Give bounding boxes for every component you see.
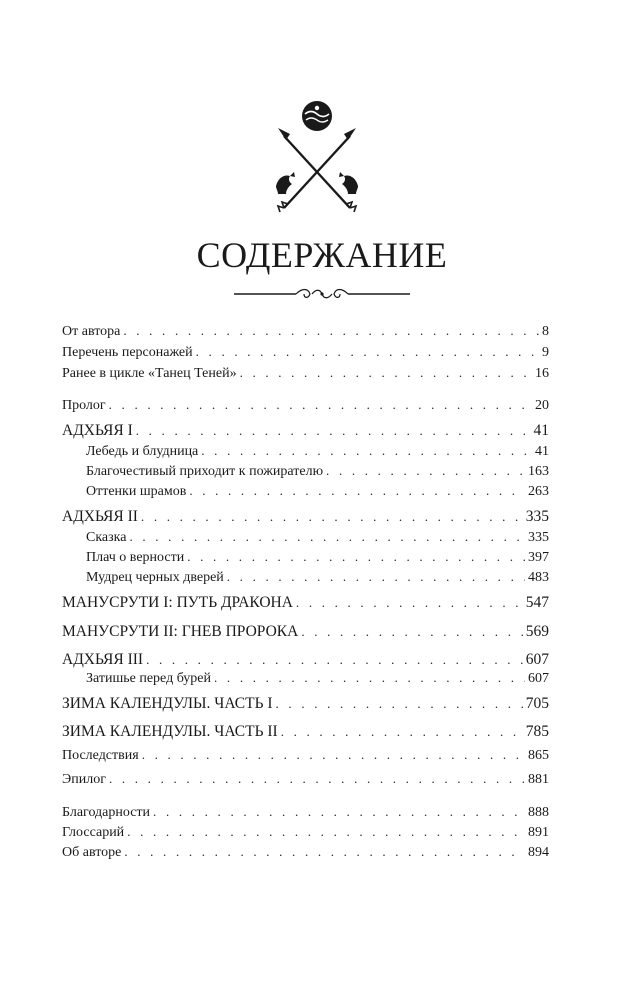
toc-dot-leader (201, 441, 532, 461)
toc-entry-title: ЗИМА КАЛЕНДУЛЫ. ЧАСТЬ II (62, 723, 278, 740)
toc-entry-title: Мудрец черных дверей (86, 570, 224, 585)
toc-entry[interactable] (86, 441, 549, 461)
toc-entry[interactable] (62, 363, 549, 383)
toc-entry[interactable] (62, 342, 549, 362)
toc-entry[interactable] (62, 769, 549, 789)
toc-entry-title: АДХЬЯЯ II (62, 508, 138, 525)
toc-entry-title: АДХЬЯЯ I (62, 422, 133, 439)
toc-entry[interactable] (62, 593, 549, 613)
toc-entry-title: Глоссарий (62, 825, 125, 840)
toc-page-number: 163 (528, 464, 549, 479)
toc-dot-leader (276, 694, 523, 714)
toc-entry-title: Благочестивый приходит к пожирателю (86, 464, 324, 479)
toc-page-number: 483 (528, 570, 549, 585)
toc-dot-leader (301, 622, 522, 642)
griffin-right-icon (339, 172, 358, 194)
toc-page-number: 881 (528, 772, 549, 787)
toc-dot-leader (153, 802, 525, 822)
toc-page-number: 865 (528, 748, 549, 763)
toc-page-number: 8 (542, 324, 549, 339)
toc-entry[interactable] (86, 668, 549, 688)
toc-dot-leader (146, 650, 523, 670)
toc-dot-leader (214, 668, 525, 688)
page-title: СОДЕРЖАНИЕ (196, 235, 448, 275)
toc-page-number: 888 (528, 805, 549, 820)
toc-entry-title: Лебедь и блудница (86, 444, 199, 459)
toc-page-number: 705 (525, 695, 549, 712)
toc-page-number: 894 (528, 845, 549, 860)
toc-entry-title: Плач о верности (86, 550, 185, 565)
toc-dot-leader (127, 822, 525, 842)
toc-entry-title: Последствия (62, 748, 139, 763)
toc-entry-title: МАНУСРУТИ II: ГНЕВ ПРОРОКА (62, 623, 299, 640)
sun-disc-icon (302, 101, 332, 131)
toc-entry[interactable] (62, 745, 549, 765)
toc-entry-title: Благодарности (62, 805, 151, 820)
toc-entry-title: Перечень персонажей (62, 345, 193, 360)
toc-entry[interactable] (86, 481, 549, 501)
toc-dot-leader (189, 481, 525, 501)
crossed-spear-arrow-emblem-icon (262, 98, 372, 220)
toc-entry[interactable] (62, 395, 549, 415)
toc-dot-leader (136, 421, 531, 441)
toc-dot-leader (141, 507, 523, 527)
toc-dot-leader (129, 527, 525, 547)
toc-entry[interactable] (62, 802, 549, 822)
toc-entry[interactable] (62, 321, 549, 341)
griffin-left-icon (276, 172, 295, 194)
toc-page-number: 41 (535, 444, 549, 459)
toc-entry-title: Затишье перед бурей (86, 671, 212, 686)
toc-page-number: 547 (525, 594, 549, 611)
toc-entry[interactable] (62, 722, 549, 742)
toc-entry[interactable] (62, 694, 549, 714)
toc-entry[interactable] (62, 421, 549, 441)
toc-page-number: 335 (525, 508, 549, 525)
toc-entry[interactable] (86, 567, 549, 587)
toc-entry[interactable] (86, 547, 549, 567)
toc-page-number: 263 (528, 484, 549, 499)
toc-entry[interactable] (62, 842, 549, 862)
toc-dot-leader (326, 461, 525, 481)
toc-entry-title: Об авторе (62, 845, 122, 860)
toc-dot-leader (109, 769, 525, 789)
toc-entry-title: ЗИМА КАЛЕНДУЛЫ. ЧАСТЬ I (62, 695, 273, 712)
toc-page-number: 41 (533, 422, 549, 439)
toc-entry-title: Эпилог (62, 772, 106, 787)
toc-page-number: 9 (542, 345, 549, 360)
toc-dot-leader (123, 321, 539, 341)
toc-page-number: 20 (535, 398, 549, 413)
toc-entry-title: Сказка (86, 530, 127, 545)
toc-entry-title: Пролог (62, 398, 106, 413)
toc-entry-title: АДХЬЯЯ III (62, 651, 144, 668)
toc-dot-leader (109, 395, 532, 415)
toc-page-number: 397 (528, 550, 549, 565)
toc-entry[interactable] (62, 622, 549, 642)
toc-dot-leader (187, 547, 525, 567)
toc-dot-leader (281, 722, 523, 742)
toc-page-number: 335 (528, 530, 549, 545)
toc-dot-leader (227, 567, 525, 587)
toc-page-number: 569 (525, 623, 549, 640)
toc-page-number: 607 (525, 651, 549, 668)
toc-entry-title: Оттенки шрамов (86, 484, 187, 499)
toc-page-number: 16 (535, 366, 549, 381)
toc-entry[interactable] (62, 507, 549, 527)
toc-page-number: 785 (525, 723, 549, 740)
toc-dot-leader (240, 363, 532, 383)
toc-page-number: 891 (528, 825, 549, 840)
toc-entry[interactable] (62, 822, 549, 842)
toc-dot-leader (196, 342, 539, 362)
ornamental-divider-icon (234, 286, 410, 302)
toc-dot-leader (124, 842, 525, 862)
toc-dot-leader (296, 593, 523, 613)
toc-entry[interactable] (86, 527, 549, 547)
toc-dot-leader (142, 745, 525, 765)
toc-entry[interactable] (86, 461, 549, 481)
toc-entry-title: МАНУСРУТИ I: ПУТЬ ДРАКОНА (62, 594, 293, 611)
toc-entry-title: Ранее в цикле «Танец Теней» (62, 366, 237, 381)
toc-entry-title: От автора (62, 324, 121, 339)
toc-page-number: 607 (528, 671, 549, 686)
toc-entry[interactable] (62, 650, 549, 670)
